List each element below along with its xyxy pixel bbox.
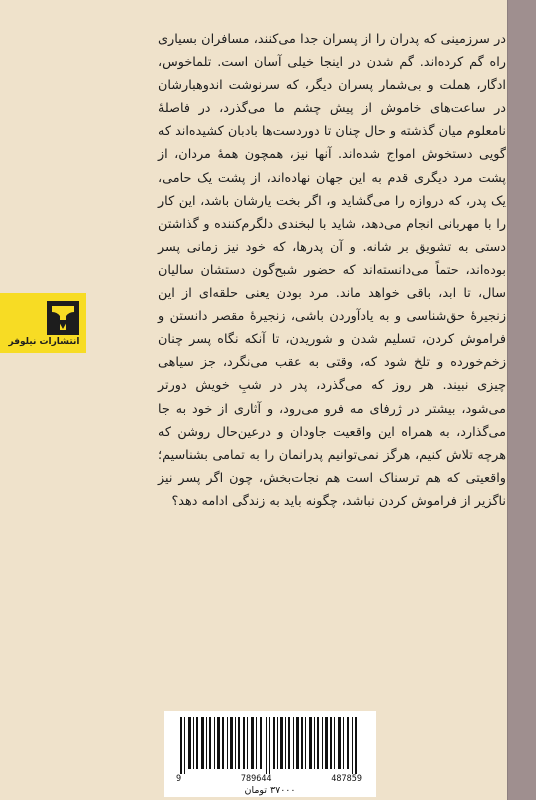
price-label: ۳۷۰۰۰ تومان	[244, 785, 296, 796]
barcode-panel	[164, 711, 376, 797]
publisher-logo	[47, 301, 79, 335]
publisher-name: انتشارات نیلوفر	[8, 337, 80, 347]
isbn-barcode	[176, 717, 362, 774]
publisher-logo-band	[0, 293, 86, 353]
isbn-left-group: 789644	[240, 774, 272, 784]
isbn-right-group: 487859	[331, 774, 362, 784]
book-spine	[507, 0, 536, 800]
isbn-digits	[176, 774, 362, 784]
back-cover-blurb: در سرزمینی که پدران را از پسران جدا می‌کنند، مسافران بسیاری راه گم کرده‌اند. گم شدن در اینجا خیلی آسان است. تلماخوس، ادگار، هملت و بی‌شمار پسران دیگر، که سرنوشت اندوهبارشان در ساعت‌های خاموش از پیش چشم ما می‌گذرد، در فاصلهٔ نامعلوم میان گذشته و حال چنان تا دوردست‌ها بادبان کشیده‌اند که گویی دستخوش امواج شده‌اند. آنها نیز، همچون همهٔ مردان، از پشت مرد دیگری قدم به این جهان نهاده‌اند، از پشت یک حامی، یک پدر، که دروازه را می‌گشاید و، اگر بخت یارشان باشد، این کار را با مهربانی انجام می‌دهد، شاید با لبخندی دلگرم‌کننده و گذاشتن دستی به تشویق بر شانه. و آن پدرها، که خود نیز زمانی پسر بوده‌اند، حتماً می‌دانسته‌اند که حضور شبح‌گون دستشان سالیان سال، تا ابد، باقی خواهد ماند. مرد بودن یعنی حلقه‌ای از این زنجیرهٔ حق‌شناسی و به یادآوردن باشی، زنجیرهٔ مقصر دانستن و فراموش کردن، تسلیم شدن و شوریدن، تا آنکه نگاه پسر چنان زخم‌خورده و تلخ شود که، وقتی به عقب می‌نگرد، جز سیاهی چیزی نبیند. هر روز که می‌گذرد، پدر در شبِ خویش دورتر می‌شود، بیشتر در ژرفای مه فرو می‌رود، و آثاری از خود به جا می‌گذارد، به همراه این واقعیت جاودان و درعین‌حال روشن که هرچه تلاش کنیم، هرگز نمی‌توانیم پدرانمان را به تمامی بشناسیم؛ واقعیتی که هم ترسناک است هم نجات‌بخش، چون اگر پسر نیز ناگزیر از فراموش کردن نباشد، چگونه باید به زندگی ادامه دهد؟	[158, 32, 506, 509]
isbn-first-digit: 9	[176, 774, 182, 784]
lotus-emblem-icon	[47, 301, 79, 335]
